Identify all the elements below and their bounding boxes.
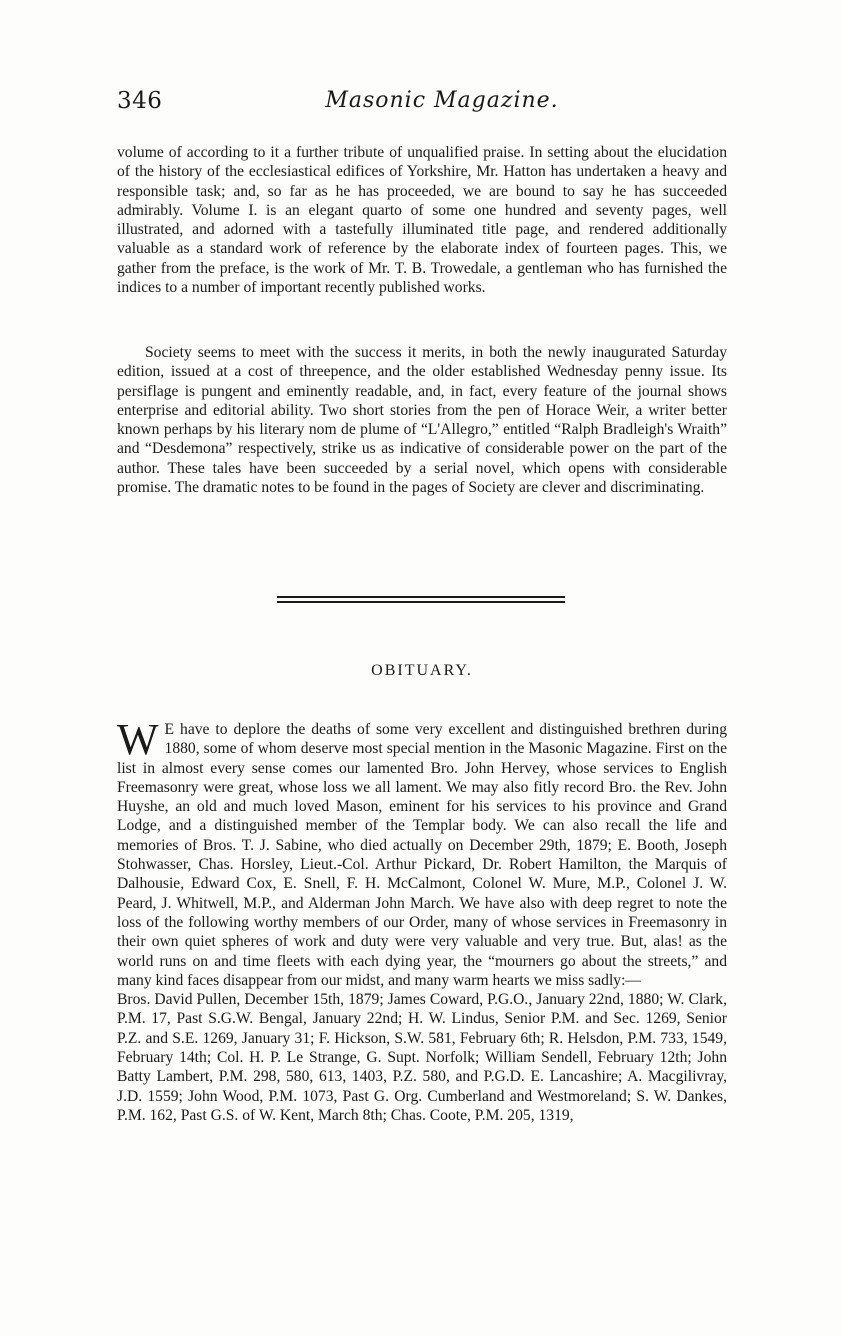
review-text-2: Society seems to meet with the success it merits, in both the newly inaugurated Saturday edition, issued at a cost of threepence, and the older established Wednesday penny issue. Its persiflage is pungent and eminently readable, and, in fact, every feature of the journal shows enterprise and editorial ability. Two short stories from the pen of Horace Weir, a writer better known perhaps by his literary nom de plume of “L'Allegro,” entitled “Ralph Bradleigh's Wraith” and “Desdemona” respectively, strike us as indicative of considerable power on the part of the author. These tales have been succeeded by a serial novel, which opens with considerable promise. The dramatic notes to be found in the pages of Society are clever and discriminating. [117, 344, 727, 497]
running-title: Masonic Magazine. [325, 88, 559, 113]
obituary-body [117, 715, 727, 1125]
obituary-text-1: E have to deplore the deaths of some very excellent and distinguished brethren during 1880, some of whom deserve most special mention in the Masonic Magazine. First on the list in almost every sense comes our lamented Bro. John Hervey, whose services to English Freemasonry were great, whose loss we all lament. We may also fitly record Bro. the Rev. John Huyshe, an old and much loved Mason, eminent for his services to his province and Grand Lodge, and a distinguished member of the Templar body. We can also recall the life and memories of Bros. T. J. Sabine, who died actually on December 29th, 1879; E. Booth, Joseph Stohwasser, Chas. Horsley, Lieut.-Col. Arthur Pickard, Dr. Robert Hamilton, the Marquis of Dalhousie, Edward Cox, E. Snell, F. H. McCalmont, Colonel W. Mure, M.P., Colonel J. W. Peard, J. Whitwell, M.P., and Alderman John March. We have also with deep regret to note the loss of the following worthy members of our Order, many of whose services in Freemasonry in their own quiet spheres of work and duty were very valuable and very true. But, alas! as the world runs on and time fleets with each dying year, the “mourners go about the streets,” and many kind faces disappear from our midst, and many warm hearts we miss sadly:— [117, 721, 727, 989]
page-header [117, 88, 727, 122]
divider-rule-bottom [277, 601, 565, 603]
page-number: 346 [117, 88, 163, 114]
obituary-heading: OBITUARY. [371, 662, 473, 679]
review-paragraph-2 [117, 343, 727, 497]
obituary-paragraph-1 [117, 715, 727, 990]
review-paragraph-1 [117, 143, 727, 297]
divider-rule-top [277, 596, 565, 598]
drop-cap: W [117, 715, 159, 764]
review-text-1: volume of according to it a further tribute of unqualified praise. In setting about the elucidation of the history of the ecclesiastical edifices of Yorkshire, Mr. Hatton has undertaken a heavy and responsible task; and, so far as he has proceeded, we are bound to say he has succeeded admirably. Volume I. is an elegant quarto of some one hundred and seventy pages, well illustrated, and adorned with a tastefully illuminated title page, and rendered additionally valuable as a standard work of reference by the elaborate index of fourteen pages. This, we gather from the preface, is the work of Mr. T. B. Trowedale, a gentleman who has furnished the indices to a number of important recently published works. [117, 144, 727, 297]
section-divider [277, 596, 565, 604]
obituary-paragraph-2: Bros. David Pullen, December 15th, 1879; James Coward, P.G.O., January 22nd, 1880; W. Clark, P.M. 17, Past S.G.W. Bengal, January 22nd; H. W. Lindus, Senior P.M. and Sec. 1269, Senior P.Z. and S.E. 1269, January 31; F. Hickson, S.W. 581, February 6th; R. Helsdon, P.M. 733, 1549, February 14th; Col. H. P. Le Strange, G. Supt. Norfolk; William Sendell, February 12th; John Batty Lambert, P.M. 298, 580, 613, 1403, P.Z. 580, and P.G.D. E. Lancashire; A. Macgilivray, J.D. 1559; John Wood, P.M. 1073, Past G. Org. Cumberland and Westmoreland; S. W. Dankes, P.M. 162, Past G.S. of W. Kent, March 8th; Chas. Coote, P.M. 205, 1319, [117, 991, 727, 1124]
